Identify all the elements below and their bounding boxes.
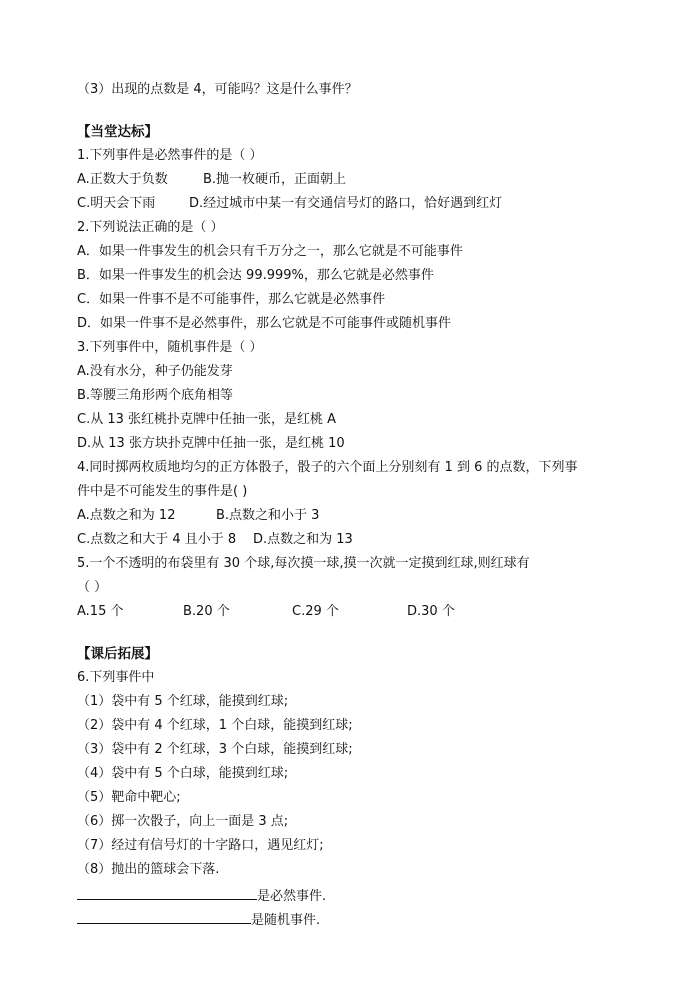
prev-question-3: （3）出现的点数是 4，可能吗？这是什么事件？ bbox=[77, 82, 358, 97]
question-6-item: （2）袋中有 4 个红球，1 个白球，能摸到红球; bbox=[77, 718, 353, 733]
question-2-option-a: A．如果一件事发生的机会只有千万分之一，那么它就是不可能事件 bbox=[77, 244, 463, 259]
question-4-stem-line-1: 4.同时掷两枚质地均匀的正方体骰子，骰子的六个面上分别刻有 1 到 6 的点数，下列事 bbox=[77, 460, 578, 475]
question-4-option-d: D.点数之和为 13 bbox=[253, 532, 353, 547]
section-title-class-practice: 【当堂达标】 bbox=[77, 124, 158, 140]
question-5-stem-line-1: 5.一个不透明的布袋里有 30 个球,每次摸一球,摸一次就一定摸到红球,则红球有 bbox=[77, 556, 530, 571]
question-2-stem: 2.下列说法正确的是（ ） bbox=[77, 220, 224, 235]
section-title-after-class: 【课后拓展】 bbox=[77, 646, 158, 662]
question-2-option-b: B．如果一件事发生的机会达 99.999%，那么它就是必然事件 bbox=[77, 268, 434, 283]
question-6-item: （5）靶命中靶心; bbox=[77, 790, 181, 805]
question-3-option-d: D.从 13 张方块扑克牌中任抽一张，是红桃 10 bbox=[77, 436, 345, 451]
question-4-option-b: B.点数之和小于 3 bbox=[216, 508, 320, 523]
question-3-option-b: B.等腰三角形两个底角相等 bbox=[77, 388, 234, 403]
question-1-stem: 1.下列事件是必然事件的是（ ） bbox=[77, 148, 263, 163]
question-5-option-d: D.30 个 bbox=[407, 604, 455, 619]
question-3-stem: 3.下列事件中，随机事件是（ ） bbox=[77, 340, 263, 355]
question-1-option-c: C.明天会下雨 bbox=[77, 196, 156, 211]
question-5-option-a: A.15 个 bbox=[77, 604, 124, 619]
question-1-option-b: B.抛一枚硬币，正面朝上 bbox=[203, 172, 347, 187]
question-3-option-a: A.没有水分，种子仍能发芽 bbox=[77, 364, 233, 379]
answer-suffix-certain: 是必然事件. bbox=[257, 889, 327, 904]
answer-line-random bbox=[77, 910, 320, 929]
question-2-option-d: D．如果一件事不是必然事件，那么它就是不可能事件或随机事件 bbox=[77, 316, 452, 331]
question-5-option-c: C.29 个 bbox=[292, 604, 339, 619]
question-6-item: （4）袋中有 5 个白球，能摸到红球; bbox=[77, 766, 289, 781]
question-6-stem: 6.下列事件中 bbox=[77, 670, 155, 685]
question-2-option-c: C．如果一件事不是不可能事件，那么它就是必然事件 bbox=[77, 292, 386, 307]
question-1-option-a: A.正数大于负数 bbox=[77, 172, 168, 187]
question-4-stem-line-2: 件中是不可能发生的事件是( ) bbox=[77, 484, 248, 499]
question-6-item: （3）袋中有 2 个红球，3 个白球，能摸到红球; bbox=[77, 742, 353, 757]
answer-suffix-random: 是随机事件. bbox=[251, 913, 321, 928]
question-6-item: （7）经过有信号灯的十字路口，遇见红灯; bbox=[77, 838, 324, 853]
question-6-item: （8）抛出的篮球会下落. bbox=[77, 862, 220, 877]
answer-line-certain bbox=[77, 886, 326, 905]
answer-blank[interactable] bbox=[77, 886, 257, 900]
question-4-option-a: A.点数之和为 12 bbox=[77, 508, 176, 523]
question-1-option-d: D.经过城市中某一有交通信号灯的路口，恰好遇到红灯 bbox=[189, 196, 503, 211]
question-3-option-c: C.从 13 张红桃扑克牌中任抽一张，是红桃 A bbox=[77, 412, 337, 427]
question-4-option-c: C.点数之和大于 4 且小于 8 bbox=[77, 532, 237, 547]
question-5-option-b: B.20 个 bbox=[183, 604, 230, 619]
question-5-stem-line-2: （ ） bbox=[77, 580, 108, 595]
question-6-item: （6）掷一次骰子，向上一面是 3 点; bbox=[77, 814, 289, 829]
answer-blank[interactable] bbox=[77, 910, 251, 924]
question-6-item: （1）袋中有 5 个红球，能摸到红球; bbox=[77, 694, 289, 709]
